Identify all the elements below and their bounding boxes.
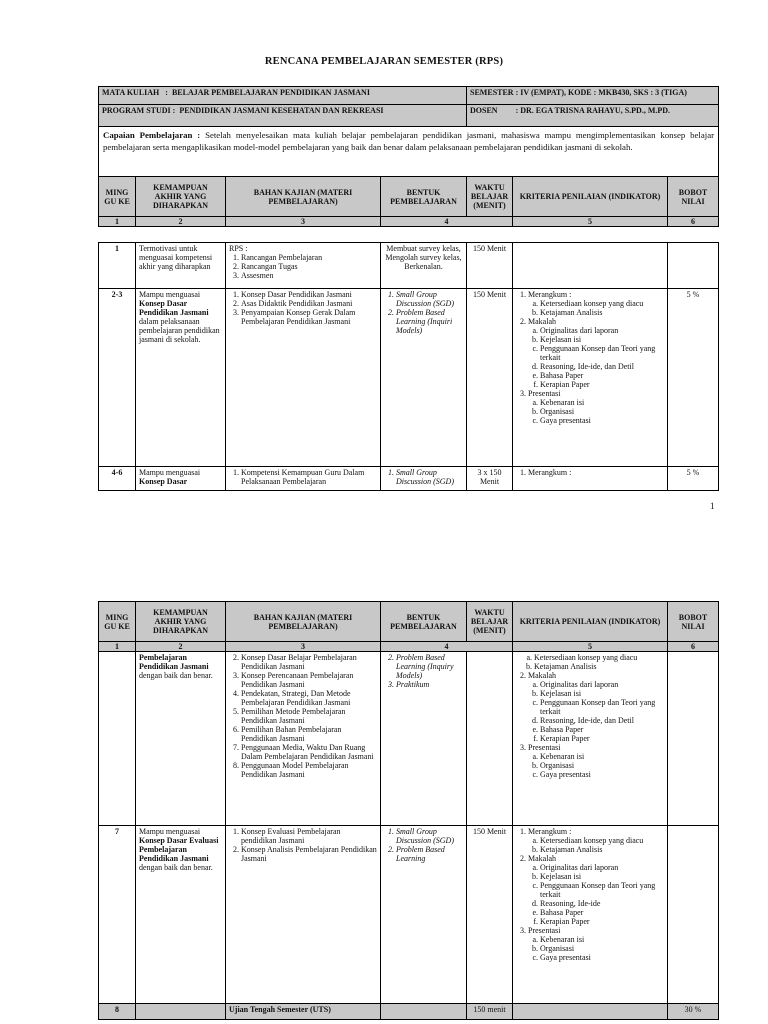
ability-bold: Konsep Dasar Pendidikan Jasmani xyxy=(139,299,209,317)
col-num: 3 xyxy=(226,217,381,227)
table-row xyxy=(99,652,719,826)
col-week: MING GU KE xyxy=(99,602,136,642)
list-item: a. Ketersediaan konsep yang diacu xyxy=(540,836,664,845)
list-item: d. Reasoning, Ide-ide, dan Detil xyxy=(540,716,664,725)
criteria-cell xyxy=(513,289,668,467)
col-material: BAHAN KAJIAN (MATERI PEMBELAJARAN) xyxy=(226,602,381,642)
list-item: 2. Konsep Analisis Pembelajaran Pendidikan Jasmani xyxy=(241,845,377,863)
list-item xyxy=(528,290,664,317)
material-cell xyxy=(226,289,381,467)
ability-cell: Termotivasi untuk menguasai kompetensi akhir yang diharapkan xyxy=(136,243,226,289)
list-item: c. Penggunaan Konsep dan Teori yang terkait xyxy=(540,344,664,362)
col-weight: BOBOT NILAI xyxy=(668,177,719,217)
ability-bold: Konsep Dasar Evaluasi Pembelajaran Pendidikan Jasmani xyxy=(139,836,219,863)
list-item xyxy=(528,389,664,425)
table-row xyxy=(99,826,719,1004)
list-item: f. Kerapian Paper xyxy=(540,734,664,743)
ability-cell xyxy=(136,467,226,491)
ability-bold: Pembelajaran Pendidikan Jasmani xyxy=(139,653,209,671)
col-num: 3 xyxy=(226,642,381,652)
capaian-text: Setelah menyelesaikan mata kuliah belajar pembelajaran pendidikan jasmani, mahasiswa mampu mengimplementasikan konsep belajar pembelajaran serta mengaplikasikan model-model pembelajaran yang baik dan benar dalam pelaksanaan pembelajaran pendidikan jasmani di sekolah. xyxy=(103,130,715,152)
col-form: BENTUK PEMBELAJARAN xyxy=(381,177,467,217)
list-item: 6. Pemilihan Bahan Pembelajaran Pendidikan Jasmani xyxy=(241,725,377,743)
page-number: 1 xyxy=(710,501,715,511)
capaian-pembelajaran xyxy=(99,127,719,177)
time-cell: 150 Menit xyxy=(467,289,513,467)
list-item: 1. Small Group Discussion (SGD) xyxy=(396,468,463,486)
list-item: 2. Problem Based Learning xyxy=(396,845,463,863)
list-item: b. Organisasi xyxy=(540,761,664,770)
list-item: c. Gaya presentasi xyxy=(540,953,664,962)
list-item: 1. Merangkum : xyxy=(528,468,664,477)
criteria-heading: Makalah xyxy=(528,317,556,326)
time-cell: 150 Menit xyxy=(467,243,513,289)
material-cell xyxy=(226,467,381,491)
col-ability: KEMAMPUAN AKHIR YANG DIHARAPKAN xyxy=(136,602,226,642)
list-item: 3. Praktikum xyxy=(396,680,463,689)
list-item: 8. Penggunaan Model Pembelajaran Pendidikan Jasmani xyxy=(241,761,377,779)
criteria-cell xyxy=(513,826,668,1004)
week-cell: 2-3 xyxy=(99,289,136,467)
criteria-heading: Merangkum : xyxy=(528,827,572,836)
col-ability: KEMAMPUAN AKHIR YANG DIHARAPKAN xyxy=(136,177,226,217)
list-item: 2. Konsep Dasar Belajar Pembelajaran Pendidikan Jasmani xyxy=(241,653,377,671)
mata-kuliah-cell: MATA KULIAH : BELAJAR PEMBELAJARAN PENDIDIKAN JASMANI xyxy=(99,87,467,105)
list-item: b. Ketajaman Analisis xyxy=(540,308,664,317)
weight-cell xyxy=(668,826,719,1004)
col-num: 6 xyxy=(668,642,719,652)
list-item: 2. Problem Based Learning (Inquiri Models) xyxy=(396,308,463,335)
list-item xyxy=(528,317,664,389)
col-time: WAKTU BELAJAR (MENIT) xyxy=(467,602,513,642)
list-item xyxy=(528,671,664,743)
col-num: 1 xyxy=(99,217,136,227)
col-num: 5 xyxy=(513,642,668,652)
list-item: 3. Penyampaian Konsep Gerak Dalam Pembelajaran Pendidikan Jasmani xyxy=(241,308,377,326)
col-weight: BOBOT NILAI xyxy=(668,602,719,642)
page-title: RENCANA PEMBELAJARAN SEMESTER (RPS) xyxy=(264,56,504,67)
criteria-cell xyxy=(513,1004,668,1020)
list-item: a. Ketersediaan konsep yang diacu xyxy=(540,299,664,308)
col-num: 2 xyxy=(136,642,226,652)
criteria-cell xyxy=(513,467,668,491)
list-item: a. Kebenaran isi xyxy=(540,752,664,761)
list-item: f. Kerapian Paper xyxy=(540,917,664,926)
form-cell: Membuat survey kelas, Mengolah survey kelas, Berkenalan. xyxy=(381,243,467,289)
week-cell: 8 xyxy=(99,1004,136,1020)
form-cell xyxy=(381,652,467,826)
col-criteria: KRITERIA PENILAIAN (INDIKATOR) xyxy=(513,177,668,217)
col-num: 6 xyxy=(668,217,719,227)
weight-cell: 5 % xyxy=(668,467,719,491)
list-item: 2. Problem Based Learning (Inquiry Models) xyxy=(396,653,463,680)
list-item: a. Kebenaran isi xyxy=(540,398,664,407)
ability-text: Mampu menguasai xyxy=(139,468,201,477)
time-cell: 3 x 150 Menit xyxy=(467,467,513,491)
dosen-value: : DR. EGA TRISNA RAHAYU, S.PD., M.PD. xyxy=(515,106,671,115)
list-item: b. Organisasi xyxy=(540,407,664,416)
list-item: a. Originalitas dari laporan xyxy=(540,326,664,335)
list-item: c. Gaya presentasi xyxy=(540,416,664,425)
table-row xyxy=(99,467,719,491)
program-studi-value: PENDIDIKAN JASMANI KESEHATAN DAN REKREASI xyxy=(179,106,384,115)
list-item: c. Penggunaan Konsep dan Teori yang terkait xyxy=(540,698,664,716)
table-row xyxy=(99,289,719,467)
rps-table-page-1 xyxy=(98,86,719,227)
list-item: 1. Kompetensi Kemampuan Guru Dalam Pelaksanaan Pembelajaran xyxy=(241,468,377,486)
col-time: WAKTU BELAJAR (MENIT) xyxy=(467,177,513,217)
weight-cell: 30 % xyxy=(668,1004,719,1020)
ability-text: dengan baik dan benar. xyxy=(139,671,213,680)
list-item: c. Gaya presentasi xyxy=(540,770,664,779)
list-item: f. Kerapian Paper xyxy=(540,380,664,389)
time-cell: 150 Menit xyxy=(467,826,513,1004)
col-num: 4 xyxy=(381,217,513,227)
list-item xyxy=(528,854,664,926)
form-cell xyxy=(381,826,467,1004)
form-cell xyxy=(381,1004,467,1020)
material-cell xyxy=(226,652,381,826)
weight-cell: 5 % xyxy=(668,289,719,467)
semester-cell: SEMESTER : IV (EMPAT), KODE : MKB430, SKS : 3 (TIGA) xyxy=(467,87,719,105)
ability-text: Mampu menguasai xyxy=(139,827,201,836)
criteria-heading: Presentasi xyxy=(528,926,561,935)
form-cell xyxy=(381,467,467,491)
dosen-label: DOSEN xyxy=(470,106,498,115)
ability-text: Mampu menguasai xyxy=(139,290,201,299)
list-item: e. Bahasa Paper xyxy=(540,725,664,734)
list-item: 1. Konsep Evaluasi Pembelajaran pendidikan Jasmani xyxy=(241,827,377,845)
ability-cell xyxy=(136,826,226,1004)
col-num: 4 xyxy=(381,642,513,652)
list-item: 3. Assesmen xyxy=(241,271,377,280)
list-item: b. Kejelasan isi xyxy=(540,689,664,698)
criteria-cell xyxy=(513,652,668,826)
list-item: d. Reasoning, Ide-ide xyxy=(540,899,664,908)
col-num: 1 xyxy=(99,642,136,652)
criteria-heading: Makalah xyxy=(528,671,556,680)
mata-kuliah-label: MATA KULIAH xyxy=(102,88,160,97)
list-item: a. Originalitas dari laporan xyxy=(540,680,664,689)
program-studi-cell xyxy=(99,105,467,127)
ability-text: dengan baik dan benar. xyxy=(139,863,213,872)
col-form: BENTUK PEMBELAJARAN xyxy=(381,602,467,642)
rps-table-page-1-body xyxy=(98,242,719,491)
ability-cell xyxy=(136,289,226,467)
column-number-row xyxy=(99,217,719,227)
list-item: a. Originalitas dari laporan xyxy=(540,863,664,872)
rps-label: RPS : xyxy=(229,244,248,253)
criteria-cell xyxy=(513,243,668,289)
mata-kuliah-value: BELAJAR PEMBELAJARAN PENDIDIKAN JASMANI xyxy=(171,88,370,97)
weight-cell xyxy=(668,243,719,289)
list-item: 2. Asas Didaktik Pendidikan Jasmani xyxy=(241,299,377,308)
week-cell: 4-6 xyxy=(99,467,136,491)
list-item: b. Kejelasan isi xyxy=(540,872,664,881)
ability-cell xyxy=(136,1004,226,1020)
criteria-heading: Makalah xyxy=(528,854,556,863)
capaian-label: Capaian Pembelajaran : xyxy=(103,130,201,140)
list-item: a. Ketersediaan konsep yang diacu xyxy=(534,653,664,662)
list-item: b. Organisasi xyxy=(540,944,664,953)
list-item: 1. Konsep Dasar Pendidikan Jasmani xyxy=(241,290,377,299)
list-item: e. Bahasa Paper xyxy=(540,908,664,917)
ability-cell xyxy=(136,652,226,826)
ability-text: dalam pelaksanaan pembelajaran pendidikan jasmani di sekolah. xyxy=(139,317,220,344)
dosen-cell xyxy=(467,105,719,127)
list-item xyxy=(528,827,664,854)
list-item: 4. Pendekatan, Strategi, Dan Metode Pembelajaran Pendidikan Jasmani xyxy=(241,689,377,707)
col-week: MING GU KE xyxy=(99,177,136,217)
list-item: b. Kejelasan isi xyxy=(540,335,664,344)
col-criteria: KRITERIA PENILAIAN (INDIKATOR) xyxy=(513,602,668,642)
list-item: 5. Pemilihan Metode Pembelajaran Pendidikan Jasmani xyxy=(241,707,377,725)
table-row xyxy=(99,243,719,289)
list-item: 3. Konsep Perencanaan Pembelajaran Pendidikan Jasmani xyxy=(241,671,377,689)
list-item: 1. Rancangan Pembelajaran xyxy=(241,253,377,262)
column-header-row xyxy=(99,602,719,642)
list-item: a. Kebenaran isi xyxy=(540,935,664,944)
criteria-heading: Merangkum : xyxy=(528,290,572,299)
list-item: b. Ketajaman Analisis xyxy=(540,845,664,854)
list-item: 1. Small Group Discussion (SGD) xyxy=(396,290,463,308)
criteria-heading: Presentasi xyxy=(528,743,561,752)
column-number-row xyxy=(99,642,719,652)
material-cell xyxy=(226,243,381,289)
criteria-heading: Presentasi xyxy=(528,389,561,398)
col-num: 5 xyxy=(513,217,668,227)
rps-table-page-2 xyxy=(98,601,719,1020)
list-item: e. Bahasa Paper xyxy=(540,371,664,380)
list-item: 1. Small Group Discussion (SGD) xyxy=(396,827,463,845)
list-item: c. Penggunaan Konsep dan Teori yang terkait xyxy=(540,881,664,899)
list-item: 7. Penggunaan Media, Waktu Dan Ruang Dalam Pembelajaran Pendidikan Jasmani xyxy=(241,743,377,761)
week-cell: 7 xyxy=(99,826,136,1004)
col-num: 2 xyxy=(136,217,226,227)
table-row xyxy=(99,1004,719,1020)
time-cell: 150 menit xyxy=(467,1004,513,1020)
material-cell: Ujian Tengah Semester (UTS) xyxy=(226,1004,381,1020)
program-studi-label: PROGRAM STUDI : xyxy=(102,106,176,115)
ability-bold: Konsep Dasar xyxy=(139,477,188,486)
week-cell xyxy=(99,652,136,826)
list-item: 2. Rancangan Tugas xyxy=(241,262,377,271)
list-item xyxy=(528,743,664,779)
column-header-row xyxy=(99,177,719,217)
week-cell: 1 xyxy=(99,243,136,289)
form-cell xyxy=(381,289,467,467)
material-cell xyxy=(226,826,381,1004)
time-cell xyxy=(467,652,513,826)
list-item: d. Reasoning, Ide-ide, dan Detil xyxy=(540,362,664,371)
list-item xyxy=(528,926,664,962)
col-material: BAHAN KAJIAN (MATERI PEMBELAJARAN) xyxy=(226,177,381,217)
list-item: b. Ketajaman Analisis xyxy=(534,662,664,671)
weight-cell xyxy=(668,652,719,826)
